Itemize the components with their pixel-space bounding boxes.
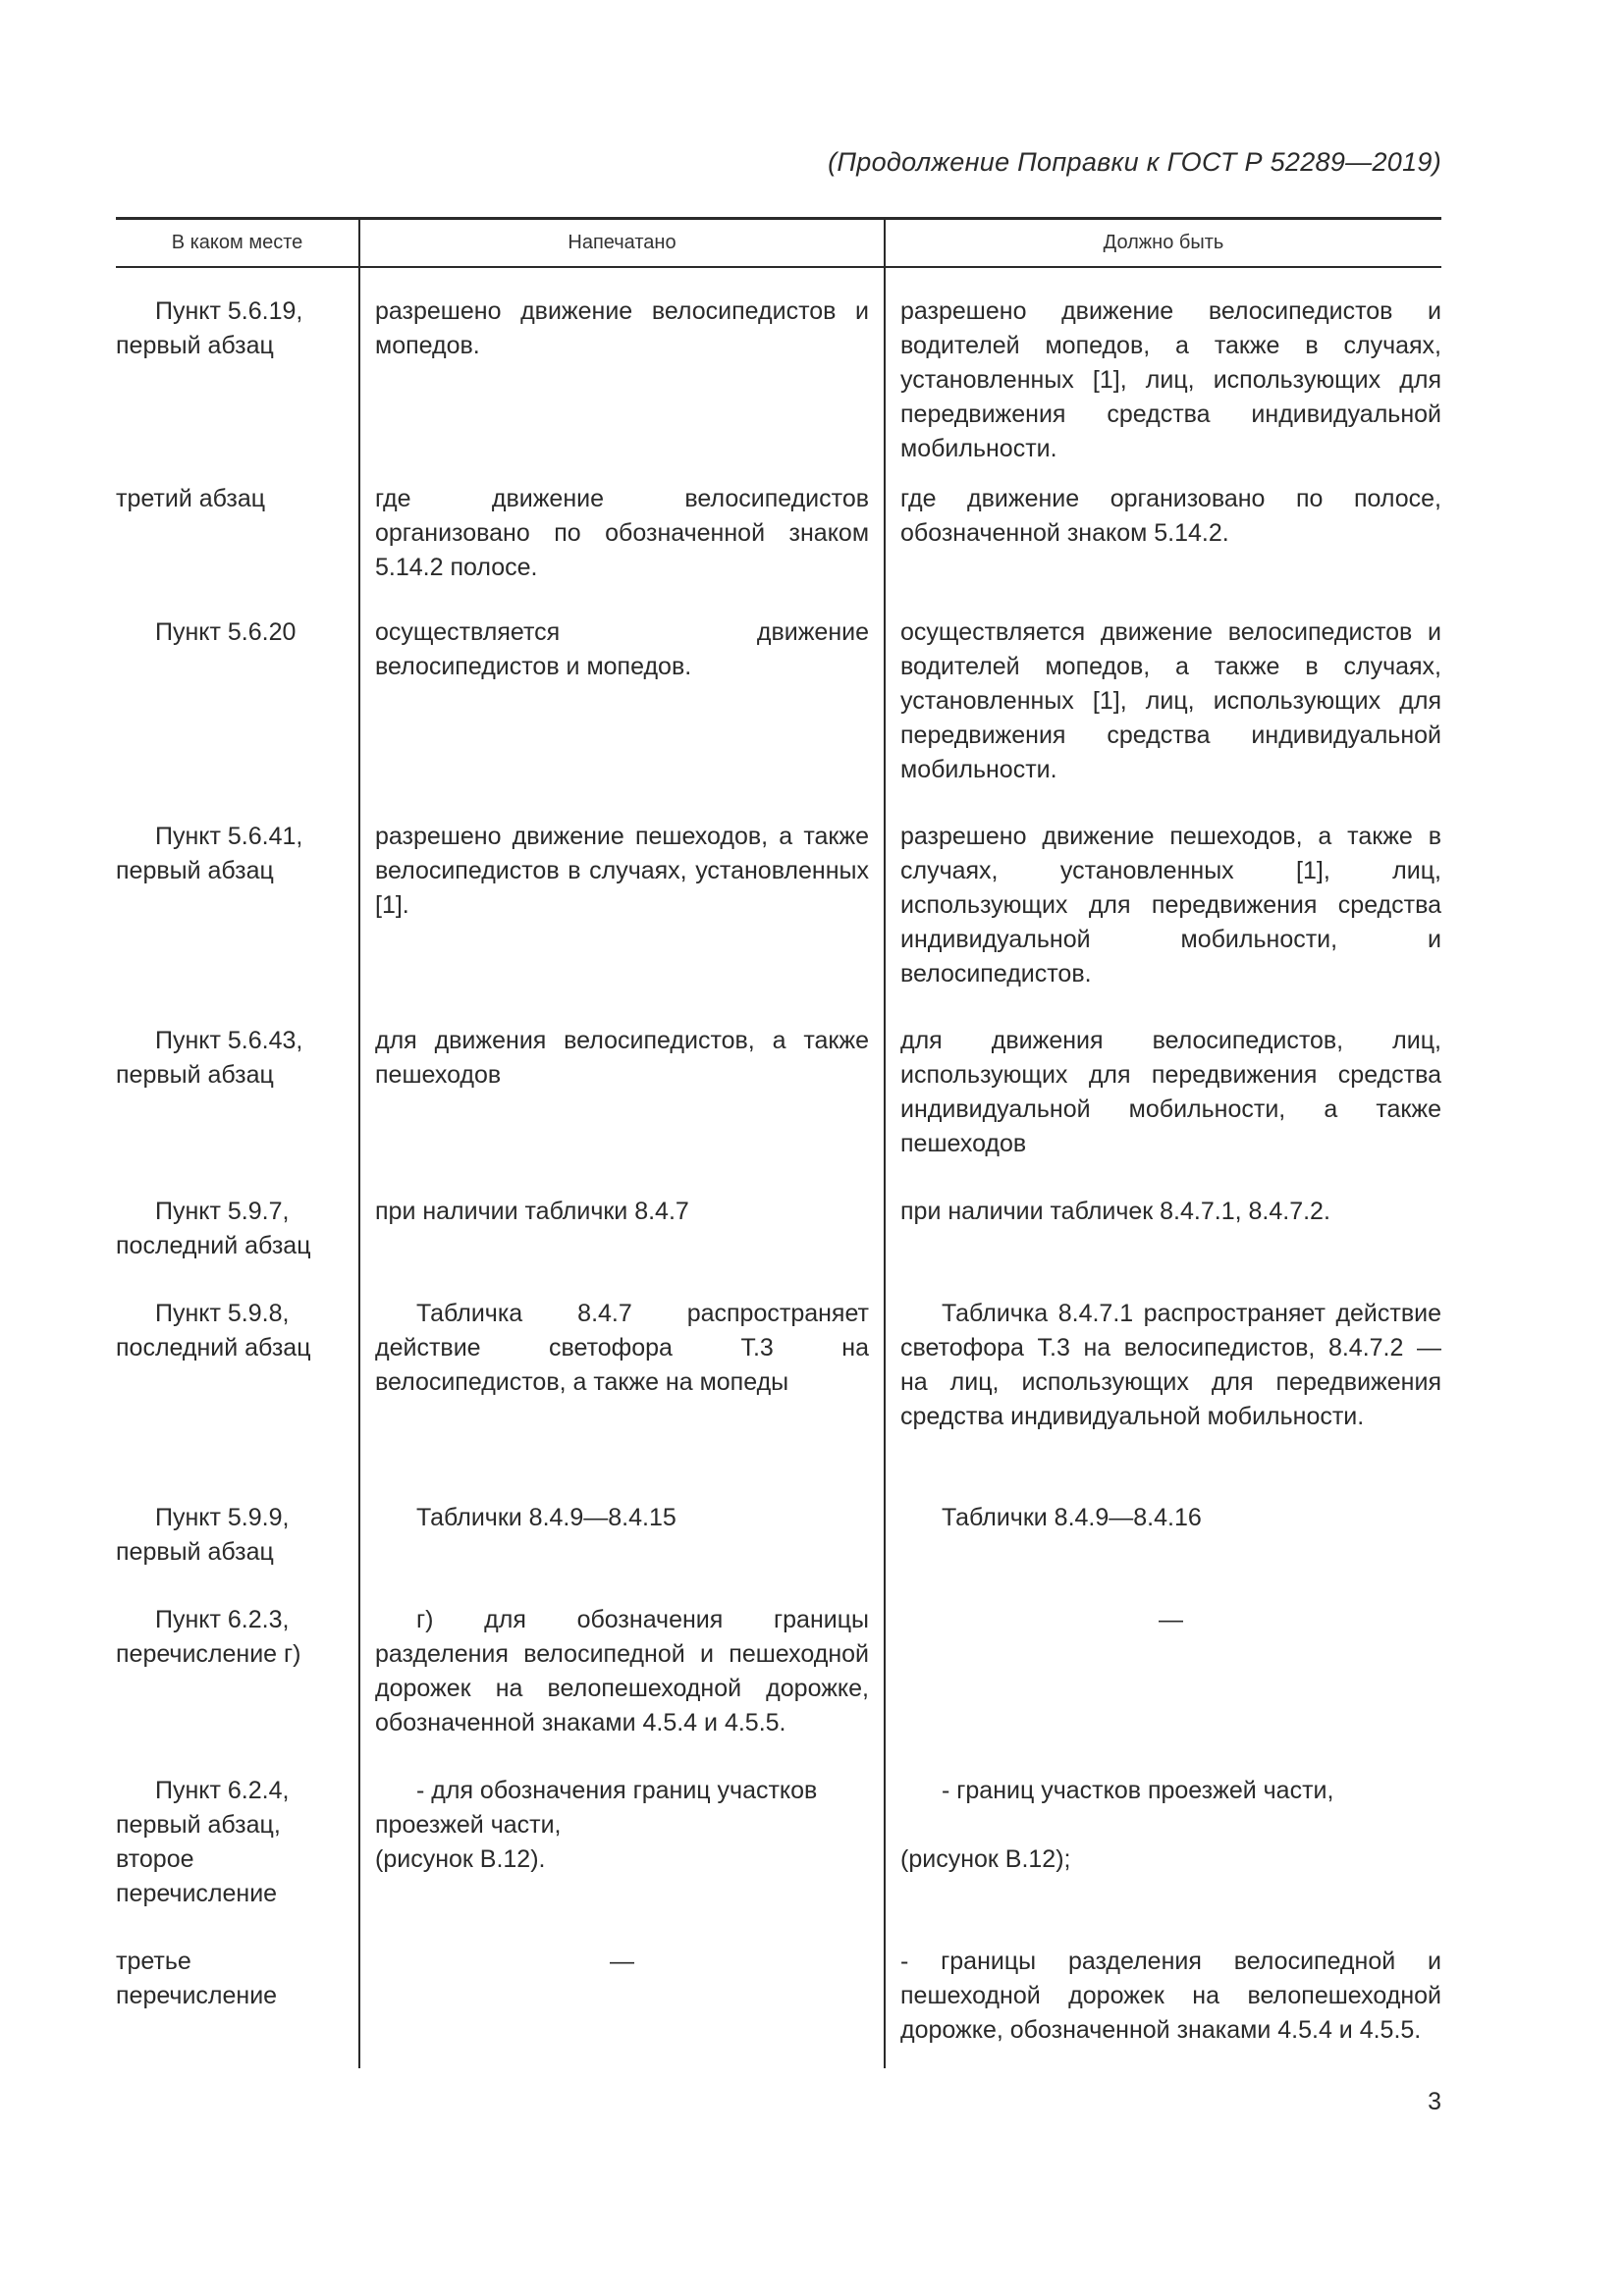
place-line: перечисление	[116, 1880, 278, 1907]
printed-cell: разрешено движение велосипедистов и мопедов.	[358, 268, 884, 458]
correct-cell	[884, 1273, 1441, 1477]
place-cell	[116, 1921, 358, 2068]
place-line: первый абзац	[116, 332, 274, 359]
place-line: Пункт 5.6.19,	[155, 297, 303, 325]
place-line: первый абзац	[116, 1061, 274, 1089]
table-row	[116, 1171, 1441, 1273]
table-row	[116, 1579, 1441, 1750]
printed-text: Таблички 8.4.9—8.4.15	[416, 1504, 677, 1531]
printed-cell	[358, 1273, 884, 1477]
table-row	[116, 268, 1441, 462]
correct-line	[900, 1808, 1441, 1842]
correct-line: (рисунок В.12);	[900, 1845, 1071, 1873]
place-line: последний абзац	[116, 1232, 311, 1259]
place-cell	[116, 458, 358, 592]
place-line: второе	[116, 1845, 194, 1873]
place-line: последний абзац	[116, 1334, 311, 1362]
correct-text: Табличка 8.4.7.1 распространяет действие светофора Т.3 на велосипедистов, 8.4.7.2 — на лиц, использующих для передвижения средства индивидуальной мобильности.	[900, 1300, 1441, 1430]
table-row	[116, 1000, 1441, 1171]
place-cell	[116, 1000, 358, 1171]
table-row	[116, 1921, 1441, 2068]
correct-cell	[884, 1579, 1441, 1750]
place-line: первый абзац	[116, 857, 274, 884]
printed-cell	[358, 1579, 884, 1750]
page-number: 3	[1428, 2088, 1441, 2115]
correct-line: - границ участков проезжей части,	[942, 1777, 1334, 1804]
printed-line: - для обозначения границ участков	[416, 1777, 818, 1804]
place-line: Пункт 6.2.4,	[155, 1777, 290, 1804]
table-row	[116, 1477, 1441, 1579]
place-line: перечисление г)	[116, 1640, 301, 1668]
table-row	[116, 796, 1441, 1000]
column-header-correct: Должно быть	[884, 220, 1441, 266]
table-row	[116, 1273, 1441, 1477]
place-cell	[116, 1171, 358, 1273]
printed-text: Табличка 8.4.7 распространяет действие светофора Т.3 на велосипедистов, а также на мопеды	[375, 1300, 869, 1396]
printed-cell	[358, 1921, 884, 2068]
column-header-place: В каком месте	[171, 232, 303, 253]
correct-cell: для движения велосипедистов, лиц, использующих для передвижения средства индивидуальной мобильности, а также пешеходов	[884, 1000, 1441, 1171]
correct-cell: где движение организовано по полосе, обозначенной знаком 5.14.2.	[884, 458, 1441, 592]
place-line: перечисление	[116, 1982, 278, 2009]
place-line: Пункт 5.6.43,	[155, 1027, 303, 1054]
table-row	[116, 458, 1441, 592]
correct-cell: разрешено движение пешеходов, а также в случаях, установленных [1], лиц, использующих для передвижения средства индивидуальной мобильности, и велосипедистов.	[884, 796, 1441, 1000]
correct-text: Таблички 8.4.9—8.4.16	[942, 1504, 1202, 1531]
printed-line: проезжей части,	[375, 1811, 562, 1839]
place-line: Пункт 6.2.3,	[155, 1606, 290, 1633]
printed-cell	[358, 1477, 884, 1579]
place-line: Пункт 5.9.9,	[155, 1504, 290, 1531]
place-line: Пункт 5.6.20	[155, 618, 297, 646]
place-line: третий абзац	[116, 485, 266, 512]
place-line: первый абзац	[116, 1538, 274, 1566]
printed-cell	[358, 1750, 884, 1921]
correct-cell: - границы разделения велосипедной и пешеходной дорожек на велопешеходной дорожке, обозначенной знаками 4.5.4 и 4.5.5.	[884, 1921, 1441, 2068]
place-cell	[116, 1750, 358, 1921]
column-header-printed: Напечатано	[358, 220, 884, 266]
place-cell	[116, 1579, 358, 1750]
correct-cell: осуществляется движение велосипедистов и водителей мопедов, а также в случаях, установленных [1], лиц, использующих для передвижения средства индивидуальной мобильности.	[884, 592, 1441, 796]
table-row	[116, 592, 1441, 796]
table-body	[116, 268, 1441, 2068]
place-cell	[116, 592, 358, 796]
table-header	[116, 220, 1441, 268]
place-line: Пункт 5.9.7,	[155, 1198, 290, 1225]
place-cell	[116, 1273, 358, 1477]
printed-cell: где движение велосипедистов организовано по обозначенной знаком 5.14.2 полосе.	[358, 458, 884, 592]
place-line: Пункт 5.6.41,	[155, 823, 303, 850]
correct-cell: при наличии табличек 8.4.7.1, 8.4.7.2.	[884, 1171, 1441, 1273]
printed-text: г) для обозначения границы разделения велосипедной и пешеходной дорожек на велопешеходной дорожке, обозначенной знаками 4.5.4 и 4.5.5.	[375, 1606, 869, 1736]
correct-cell: разрешено движение велосипедистов и водителей мопедов, а также в случаях, установленных [1], лиц, использующих для передвижения средства индивидуальной мобильности.	[884, 268, 1441, 458]
dash-placeholder: —	[1159, 1606, 1183, 1633]
place-line: Пункт 5.9.8,	[155, 1300, 290, 1327]
correct-cell	[884, 1750, 1441, 1921]
place-line: первый абзац,	[116, 1811, 281, 1839]
place-cell	[116, 268, 358, 458]
place-cell	[116, 796, 358, 1000]
printed-cell: при наличии таблички 8.4.7	[358, 1171, 884, 1273]
place-line: третье	[116, 1948, 191, 1975]
corrections-table	[116, 217, 1441, 2068]
printed-cell: осуществляется движение велосипедистов и мопедов.	[358, 592, 884, 796]
table-row	[116, 1750, 1441, 1921]
printed-cell: для движения велосипедистов, а также пешеходов	[358, 1000, 884, 1171]
printed-line: (рисунок В.12).	[375, 1845, 546, 1873]
correct-cell	[884, 1477, 1441, 1579]
running-header: (Продолжение Поправки к ГОСТ Р 52289—2019)	[828, 147, 1441, 177]
printed-cell: разрешено движение пешеходов, а также велосипедистов в случаях, установленных [1].	[358, 796, 884, 1000]
dash-placeholder: —	[610, 1948, 634, 1975]
place-cell	[116, 1477, 358, 1579]
